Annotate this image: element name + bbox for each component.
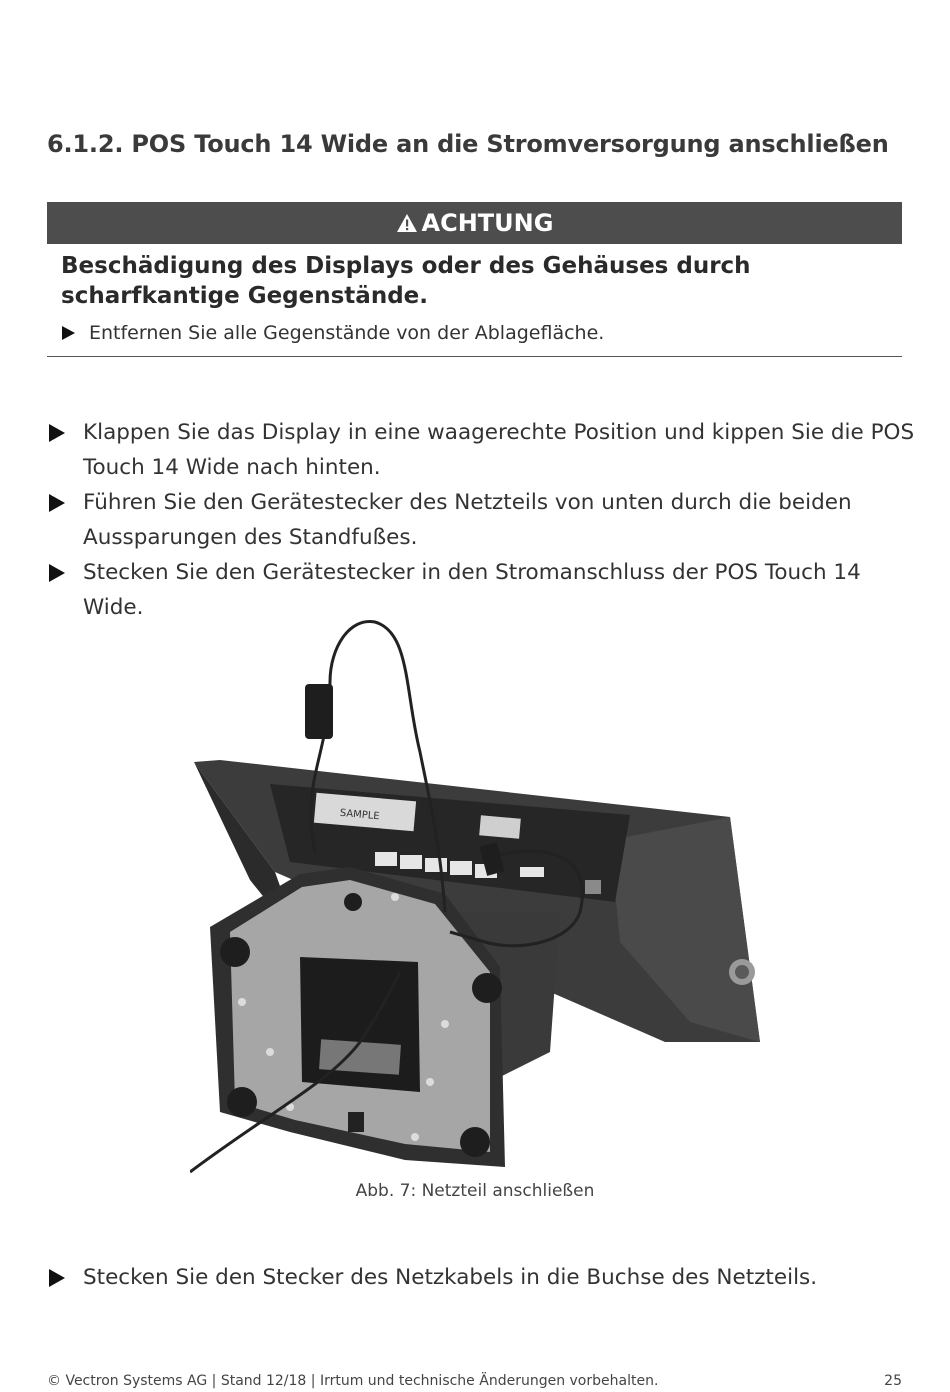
instruction-list xyxy=(47,415,917,625)
instruction-text: Führen Sie den Gerätestecker des Netzteils von unten durch die beiden Aussparungen des Standfußes. xyxy=(83,490,852,550)
warning-divider xyxy=(47,356,902,357)
device-photo xyxy=(190,612,760,1177)
bullet-arrow-icon xyxy=(49,564,65,582)
sample-label: SAMPLE xyxy=(339,807,381,823)
figure-caption: Abb. 7: Netzteil anschließen xyxy=(355,1181,595,1201)
warning-action-text: Entfernen Sie alle Gegenstände von der Ablagefläche. xyxy=(89,322,605,344)
bullet-arrow-icon xyxy=(49,1269,65,1287)
pos-terminal-illustration xyxy=(190,612,760,1177)
warning-triangle-icon xyxy=(396,213,418,233)
footer-copyright: © Vectron Systems AG | Stand 12/18 | Irrtum und technische Änderungen vorbehalten. xyxy=(47,1373,659,1389)
section-title: 6.1.2. POS Touch 14 Wide an die Stromversorgung anschließen xyxy=(47,130,889,158)
instruction-step xyxy=(47,485,917,555)
instruction-step xyxy=(47,415,917,485)
instruction-text: Stecken Sie den Gerätestecker in den Stromanschluss der POS Touch 14 Wide. xyxy=(83,560,861,620)
warning-banner xyxy=(47,202,902,244)
warning-action xyxy=(62,322,604,344)
bullet-arrow-icon xyxy=(49,424,65,442)
bullet-arrow-icon xyxy=(62,326,75,340)
instruction-text: Stecken Sie den Stecker des Netzkabels in die Buchse des Netzteils. xyxy=(83,1265,818,1290)
instruction-text: Klappen Sie das Display in eine waagerechte Position und kippen Sie die POS Touch 14 Wide nach hinten. xyxy=(83,420,915,480)
page-number: 25 xyxy=(884,1373,902,1389)
bullet-arrow-icon xyxy=(49,494,65,512)
instruction-step xyxy=(47,1260,950,1295)
warning-label: ACHTUNG xyxy=(421,209,554,237)
warning-headline: Beschädigung des Displays oder des Gehäuses durch scharfkantige Gegenstände. xyxy=(61,253,751,309)
